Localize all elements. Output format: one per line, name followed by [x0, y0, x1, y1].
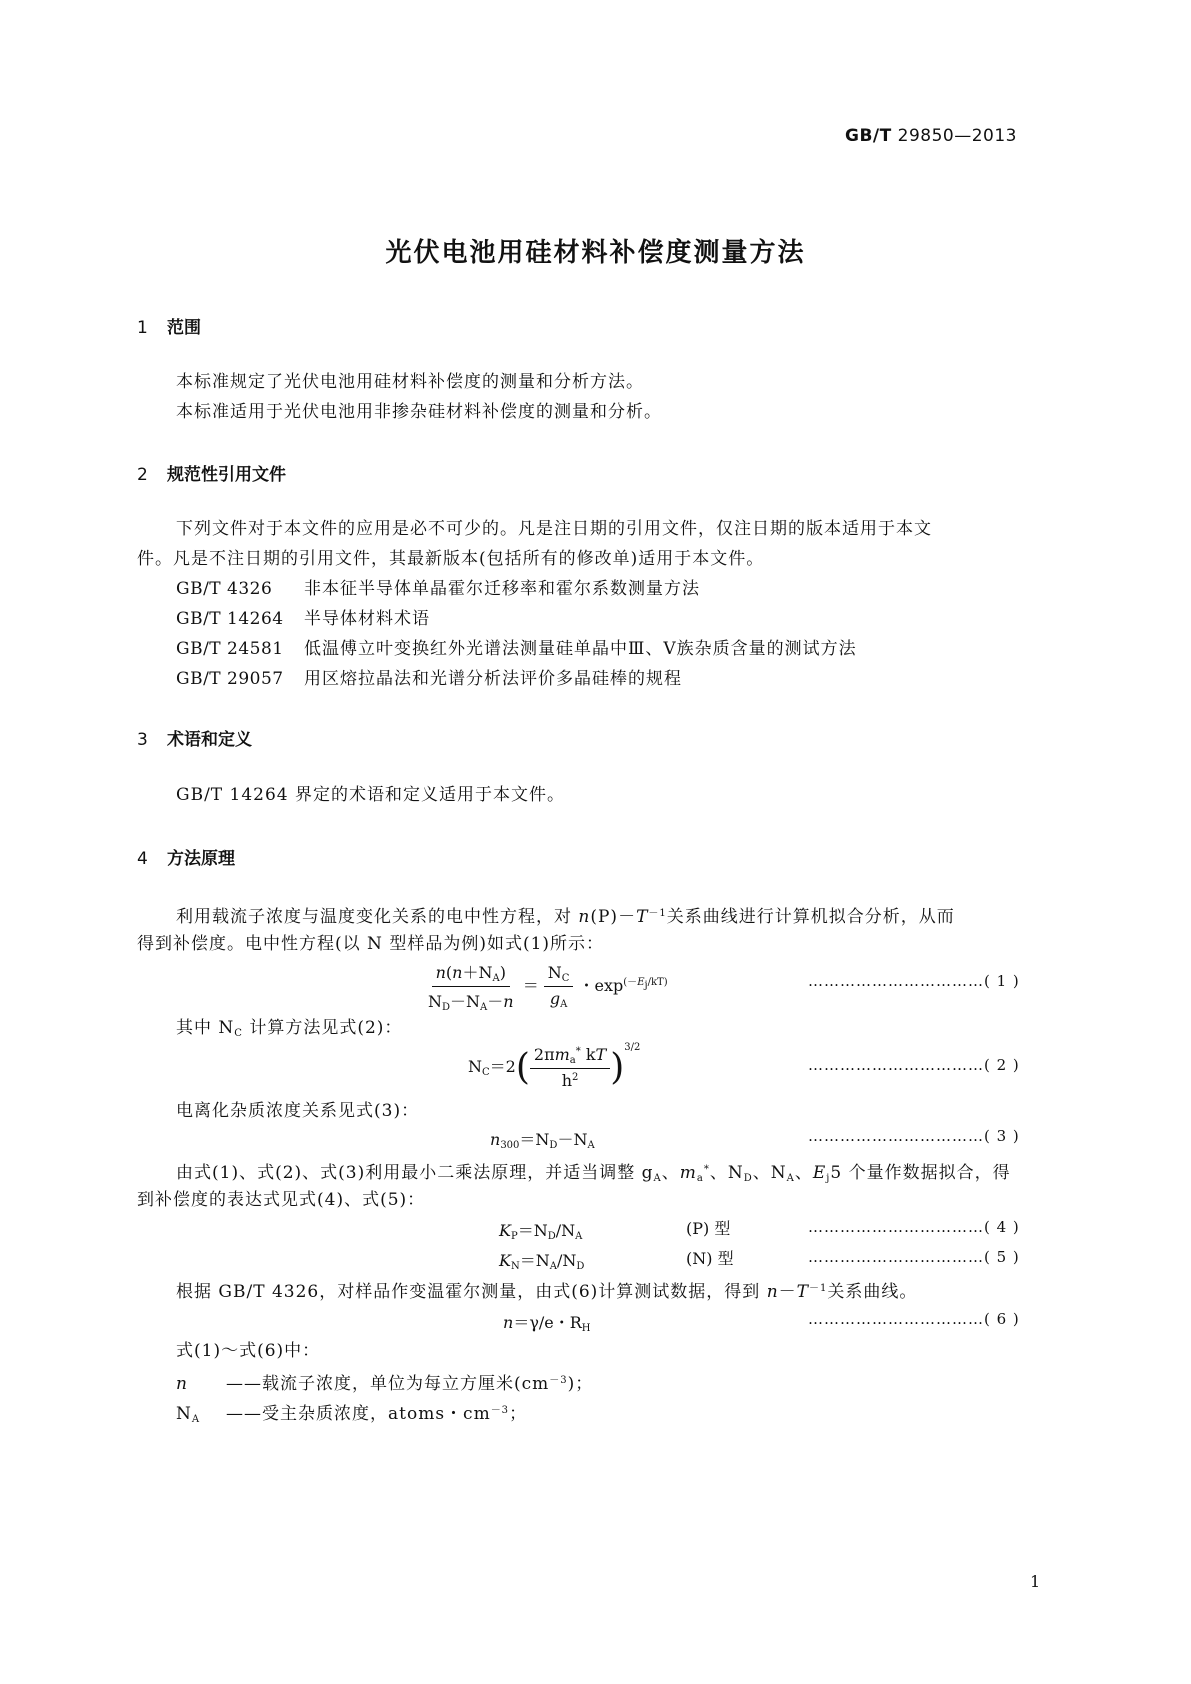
reference-item [176, 604, 430, 634]
paragraph: 式(1)～式(6)中： [176, 1341, 321, 1361]
paragraph: GB/T 14264 界定的术语和定义适用于本文件。 [176, 785, 566, 805]
paragraph: 本标准适用于光伏电池用非掺杂硅材料补偿度的测量和分析。 [176, 402, 662, 422]
section-2-heading [137, 460, 286, 485]
term-definition: n ——载流子浓度，单位为每立方厘米$(cm^{-3})$； [176, 1366, 593, 1399]
term-description: ——受主杂质浓度，atoms・cm [226, 1404, 491, 1424]
math-sup: －1 [648, 908, 667, 919]
text-run: 利用载流子浓度与温度变化关系的电中性方程，对 [176, 907, 579, 927]
section-number: 1 [137, 318, 148, 338]
reference-item [176, 574, 700, 604]
section-title: 范围 [167, 318, 201, 338]
math-var: n [578, 907, 591, 927]
equation-5: $K_N=N_A/N_D$ [499, 1251, 585, 1272]
section-1-heading [137, 313, 201, 338]
section-title: 规范性引用文件 [167, 465, 286, 485]
paragraph: 到补偿度的表达式见式(4)、式(5)： [137, 1190, 426, 1210]
section-number: 4 [137, 849, 148, 869]
reference-title: 用区熔拉晶法和光谱分析法评价多晶硅棒的规程 [304, 669, 682, 689]
text-run: ； [509, 1404, 528, 1424]
text-run: )； [567, 1374, 594, 1394]
equation-number: ……………………………( 3 ) [808, 1127, 1020, 1145]
text-run: 根据 GB/T 4326，对样品作变温霍尔测量，由式(6)计算测试数据，得到 [176, 1282, 767, 1302]
page-number: 1 [1030, 1572, 1041, 1591]
text-run: 关系曲线。 [827, 1282, 918, 1302]
paragraph: 由式(1)、式(2)、式(3)利用最小二乘法原理，并适当调整 $g_A$、$m_a^*$、$N_D$、$N_A$、$E_j5$ 个量作数据拟合，得 [176, 1163, 1011, 1184]
equation-number: ……………………………( 1 ) [808, 972, 1020, 990]
paragraph [176, 899, 955, 932]
paragraph: 得到补偿度。电中性方程(以 N 型样品为例)如式(1)所示： [137, 934, 605, 954]
section-title: 方法原理 [167, 849, 235, 869]
term-definition: $N_A$ ——受主杂质浓度，atoms・$cm^{-3}$； [176, 1396, 527, 1435]
section-number: 3 [137, 730, 148, 750]
equation-number: ……………………………( 2 ) [808, 1056, 1020, 1074]
section-4-heading [137, 844, 235, 869]
term-symbol: n [176, 1374, 188, 1394]
paragraph: 下列文件对于本文件的应用是必不可少的。凡是注日期的引用文件，仅注日期的版本适用于本文 [176, 519, 932, 539]
text-run: 计算方法见式(2)： [242, 1018, 403, 1038]
text-run: (P)－ [590, 907, 637, 927]
standard-prefix: GB/T [845, 126, 892, 146]
standard-code: 29850—2013 [897, 126, 1017, 146]
reference-code: GB/T 24581 [176, 639, 284, 659]
text-run: 5 个量作数据拟合，得 [830, 1163, 1011, 1183]
term-description: ——载流子浓度，单位为每立方厘米(cm [226, 1374, 550, 1394]
paragraph [176, 1013, 402, 1049]
paragraph: 本标准规定了光伏电池用硅材料补偿度的测量和分析方法。 [176, 372, 644, 392]
reference-code: GB/T 4326 [176, 579, 273, 599]
section-title: 术语和定义 [167, 730, 252, 750]
reference-title: 半导体材料术语 [304, 609, 430, 629]
equation-3: $n_{300}=N_D-N_A$ [490, 1130, 595, 1151]
math-var: T [636, 907, 649, 927]
equation-4-type: (P) 型 [686, 1219, 731, 1238]
equation-5-type: (N) 型 [686, 1249, 734, 1268]
reference-title: 低温傅立叶变换红外光谱法测量硅单晶中Ⅲ、Ⅴ族杂质含量的测试方法 [304, 639, 857, 659]
text-run: 由式(1)、式(2)、式(3)利用最小二乘法原理，并适当调整 g [176, 1163, 654, 1183]
standard-number [845, 126, 1017, 146]
paragraph: 件。凡是不注日期的引用文件，其最新版本(包括所有的修改单)适用于本文件。 [137, 549, 765, 569]
text-run: 关系曲线进行计算机拟合分析，从而 [666, 907, 955, 927]
reference-item [176, 634, 857, 664]
equation-number: ……………………………( 4 ) [808, 1218, 1020, 1236]
section-3-heading [137, 725, 252, 750]
math-sub: C [234, 1028, 243, 1039]
fraction: $\frac{n(n+N_A)}{N_D-N_A-n}$ [424, 960, 518, 1013]
reference-item [176, 664, 682, 694]
equation-2: $N_C=2$( $\frac{2\pi m_a^* kT}{h^2}$ )$^{3/2}$ [468, 1042, 641, 1090]
reference-code: GB/T 14264 [176, 609, 284, 629]
equation-number: ……………………………( 5 ) [808, 1248, 1020, 1266]
fraction: $\frac{N_C}{g_A}$ [544, 963, 574, 1010]
paragraph: 电离化杂质浓度关系见式(3)： [176, 1101, 420, 1121]
paragraph: 根据 GB/T 4326，对样品作变温霍尔测量，由式(6)计算测试数据，得到 $n-T^{-1}$关系曲线。 [176, 1282, 918, 1302]
equation-4: $K_P=N_D/N_A$ [499, 1221, 583, 1242]
reference-title: 非本征半导体单晶霍尔迁移率和霍尔系数测量方法 [304, 579, 700, 599]
text-run: 其中 N [176, 1018, 235, 1038]
equation-number: ……………………………( 6 ) [808, 1310, 1020, 1328]
section-number: 2 [137, 465, 148, 485]
document-title: 光伏电池用硅材料补偿度测量方法 [385, 238, 806, 268]
term-symbol: $N_A$ [176, 1404, 201, 1425]
reference-code: GB/T 29057 [176, 669, 284, 689]
equation-1: $\frac{n(n+N_A)}{N_D-N_A-n}$ ＝ $\frac{N_C}{g_A}$ ・$\exp^{(-E_j/kT)}$ [424, 960, 668, 1013]
equation-6: n＝γ/e・$R_H$ [503, 1313, 591, 1334]
